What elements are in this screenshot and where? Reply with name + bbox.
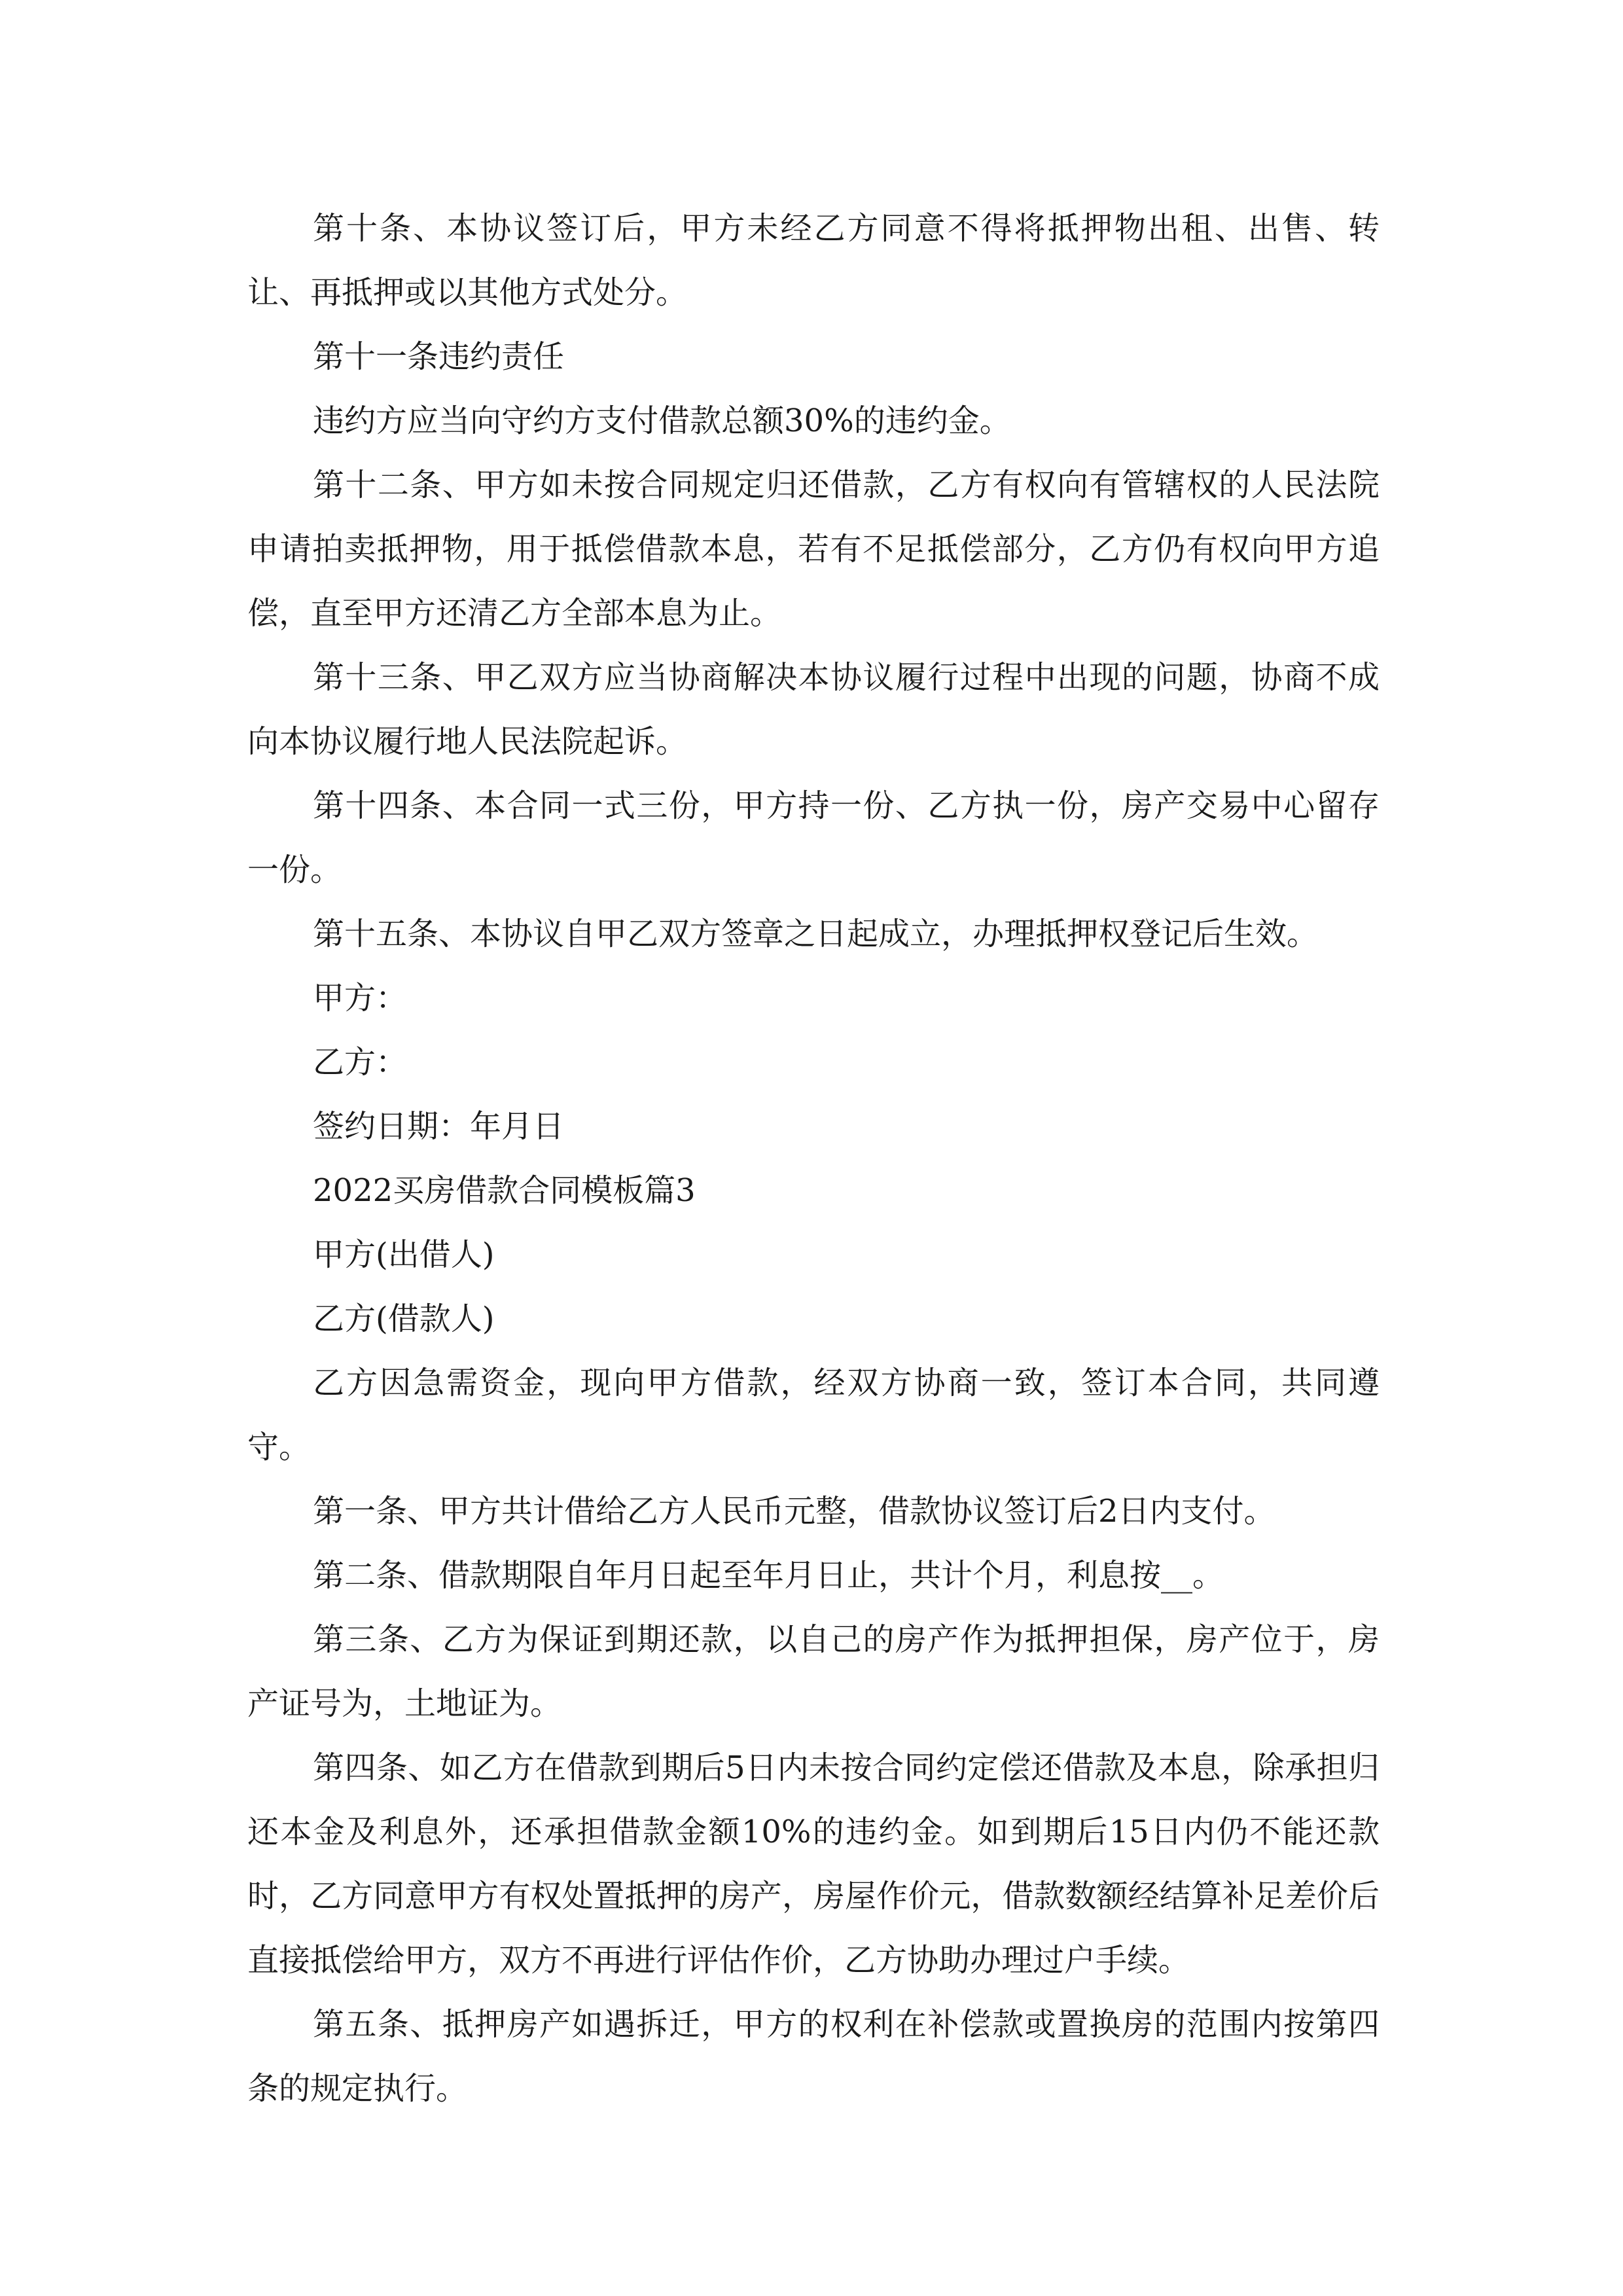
paragraph-article-11-heading: 第十一条违约责任 [313, 338, 565, 375]
document-body [247, 196, 1380, 2121]
party-b-borrower: 乙方(借款人) [313, 1300, 495, 1337]
section-title: 2022买房借款合同模板篇3 [313, 1172, 696, 1209]
paragraph-article-5: 第五条、抵押房产如遇拆迁，甲方的权利在补偿款或置换房的范围内按第四条的规定执行。 [247, 2006, 1380, 2107]
signing-date: 签约日期：年月日 [313, 1108, 565, 1145]
signature-party-b: 乙方： [313, 1044, 408, 1081]
paragraph-article-15: 第十五条、本协议自甲乙双方签章之日起成立，办理抵押权登记后生效。 [313, 916, 1319, 952]
paragraph-article-3: 第三条、乙方为保证到期还款，以自己的房产作为抵押担保，房产位于，房产证号为，土地证为。 [247, 1621, 1380, 1722]
paragraph-article-2: 第二条、借款期限自年月日起至年月日止，共计个月，利息按__。 [313, 1557, 1224, 1594]
paragraph-article-11-penalty: 违约方应当向守约方支付借款总额30%的违约金。 [313, 403, 1011, 439]
paragraph-article-10: 第十条、本协议签订后，甲方未经乙方同意不得将抵押物出租、出售、转让、再抵押或以其他方式处分。 [247, 210, 1380, 311]
party-a-lender: 甲方(出借人) [313, 1236, 495, 1273]
paragraph-article-1: 第一条、甲方共计借给乙方人民币元整，借款协议签订后2日内支付。 [313, 1493, 1275, 1530]
paragraph-article-13: 第十三条、甲乙双方应当协商解决本协议履行过程中出现的问题，协商不成向本协议履行地人民法院起诉。 [247, 659, 1380, 760]
paragraph-preamble: 乙方因急需资金，现向甲方借款，经双方协商一致，签订本合同，共同遵守。 [247, 1365, 1380, 1465]
paragraph-article-4: 第四条、如乙方在借款到期后5日内未按合同约定偿还借款及本息，除承担归还本金及利息外，还承担借款金额10%的违约金。如到期后15日内仍不能还款时，乙方同意甲方有权处置抵押的房产，房屋作价元，借款数额经结算补足差价后直接抵偿给甲方，双方不再进行评估作价，乙方协助办理过户手续。 [247, 1749, 1380, 1979]
signature-party-a: 甲方： [313, 980, 408, 1016]
paragraph-article-14: 第十四条、本合同一式三份，甲方持一份、乙方执一份，房产交易中心留存一份。 [247, 787, 1380, 888]
paragraph-article-12: 第十二条、甲方如未按合同规定归还借款，乙方有权向有管辖权的人民法院申请拍卖抵押物，用于抵偿借款本息，若有不足抵偿部分，乙方仍有权向甲方追偿，直至甲方还清乙方全部本息为止。 [247, 467, 1380, 632]
